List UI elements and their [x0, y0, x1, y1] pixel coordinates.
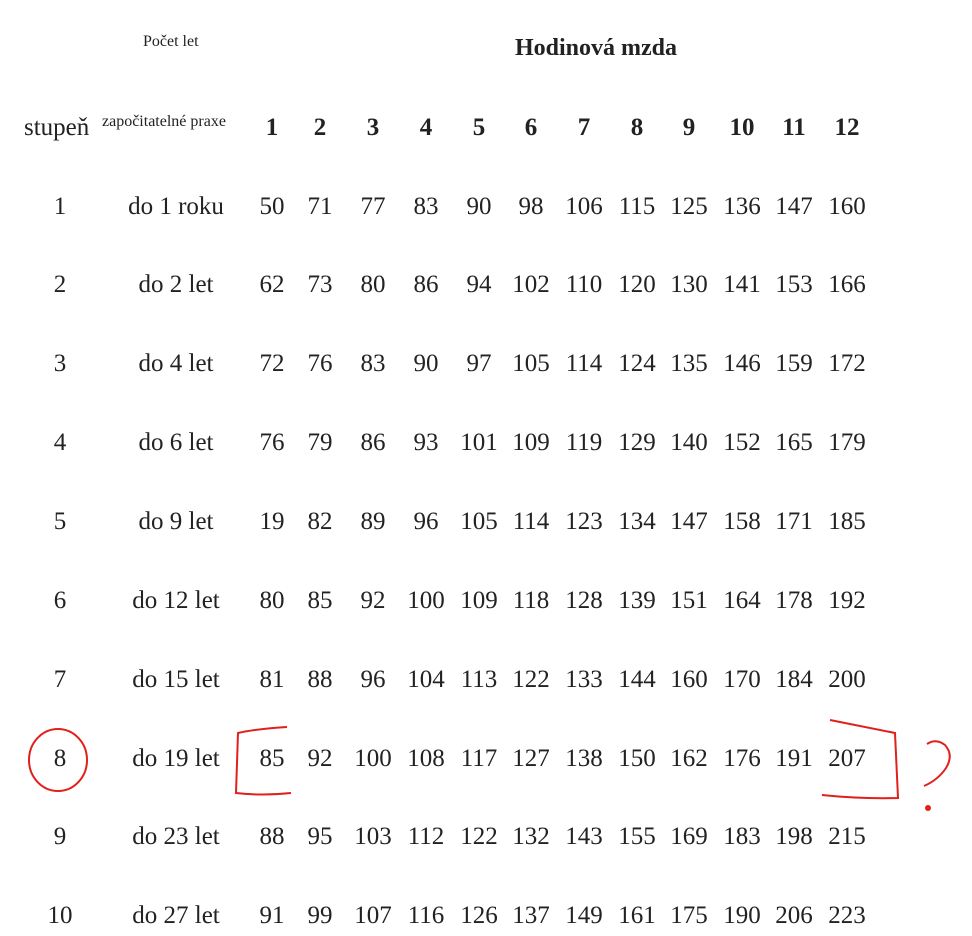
- wage-cell: 88: [259, 823, 285, 850]
- wage-cell: 105: [460, 508, 498, 535]
- wage-cell: 103: [354, 823, 392, 850]
- wage-cell: 92: [360, 587, 386, 614]
- column-header-4: 4: [419, 114, 433, 141]
- wage-cell: 158: [723, 508, 761, 535]
- wage-cell: 126: [460, 902, 498, 929]
- wage-cell: 160: [670, 666, 708, 693]
- experience-cell: do 6 let: [138, 429, 214, 456]
- wage-cell: 135: [670, 350, 708, 377]
- wage-cell: 146: [723, 350, 761, 377]
- wage-cell: 170: [723, 666, 761, 693]
- wage-cell: 164: [723, 587, 761, 614]
- wage-cell: 198: [775, 823, 813, 850]
- wage-cell: 118: [512, 587, 550, 614]
- wage-cell: 92: [307, 745, 333, 772]
- wage-cell: 91: [259, 902, 285, 929]
- experience-cell: do 1 roku: [128, 193, 224, 220]
- wage-cell: 96: [360, 666, 386, 693]
- experience-cell: do 9 let: [138, 508, 214, 535]
- wage-cell: 115: [618, 193, 656, 220]
- wage-cell: 105: [512, 350, 550, 377]
- wage-cell: 151: [670, 587, 708, 614]
- wage-cell: 90: [466, 193, 492, 220]
- wage-cell: 73: [307, 271, 333, 298]
- wage-cell: 200: [828, 666, 866, 693]
- wage-cell: 94: [466, 271, 492, 298]
- wage-cell: 98: [518, 193, 544, 220]
- experience-cell: do 27 let: [132, 902, 220, 929]
- years-count-heading: Počet let: [143, 33, 199, 50]
- wage-cell: 114: [512, 508, 550, 535]
- wage-cell: 93: [413, 429, 439, 456]
- wage-cell: 114: [565, 350, 603, 377]
- grade-cell: 3: [53, 350, 67, 377]
- wage-cell: 81: [259, 666, 285, 693]
- wage-cell: 206: [775, 902, 813, 929]
- wage-cell: 223: [828, 902, 866, 929]
- wage-cell: 72: [259, 350, 285, 377]
- wage-cell: 119: [565, 429, 603, 456]
- wage-cell: 176: [723, 745, 761, 772]
- wage-cell: 116: [407, 902, 445, 929]
- grade-cell: 1: [53, 193, 67, 220]
- wage-cell: 107: [354, 902, 392, 929]
- wage-cell: 153: [775, 271, 813, 298]
- wage-cell: 120: [618, 271, 656, 298]
- wage-cell: 134: [618, 508, 656, 535]
- experience-cell: do 12 let: [132, 587, 220, 614]
- wage-cell: 125: [670, 193, 708, 220]
- wage-cell: 62: [259, 271, 285, 298]
- wage-cell: 122: [512, 666, 550, 693]
- wage-cell: 128: [565, 587, 603, 614]
- wage-cell: 95: [307, 823, 333, 850]
- grade-cell: 8: [53, 745, 67, 772]
- wage-cell: 122: [460, 823, 498, 850]
- wage-cell: 71: [307, 193, 333, 220]
- wage-cell: 215: [828, 823, 866, 850]
- wage-cell: 138: [565, 745, 603, 772]
- wage-cell: 183: [723, 823, 761, 850]
- wage-cell: 109: [460, 587, 498, 614]
- grade-cell: 4: [53, 429, 67, 456]
- experience-cell: do 2 let: [138, 271, 214, 298]
- column-header-10: 10: [729, 114, 755, 141]
- wage-cell: 127: [512, 745, 550, 772]
- wage-cell: 97: [466, 350, 492, 377]
- wage-cell: 113: [460, 666, 498, 693]
- wage-cell: 178: [775, 587, 813, 614]
- wage-cell: 144: [618, 666, 656, 693]
- wage-cell: 123: [565, 508, 603, 535]
- wage-cell: 76: [307, 350, 333, 377]
- wage-cell: 110: [565, 271, 603, 298]
- wage-cell: 124: [618, 350, 656, 377]
- wage-cell: 190: [723, 902, 761, 929]
- wage-cell: 159: [775, 350, 813, 377]
- wage-cell: 101: [460, 429, 498, 456]
- wage-cell: 147: [670, 508, 708, 535]
- wage-cell: 169: [670, 823, 708, 850]
- experience-cell: do 15 let: [132, 666, 220, 693]
- wage-cell: 133: [565, 666, 603, 693]
- wage-cell: 166: [828, 271, 866, 298]
- wage-cell: 79: [307, 429, 333, 456]
- wage-cell: 50: [259, 193, 285, 220]
- wage-cell: 76: [259, 429, 285, 456]
- wage-cell: 83: [413, 193, 439, 220]
- wage-cell: 82: [307, 508, 333, 535]
- wage-cell: 102: [512, 271, 550, 298]
- wage-cell: 19: [259, 508, 285, 535]
- wage-cell: 86: [360, 429, 386, 456]
- wage-cell: 96: [413, 508, 439, 535]
- question-mark-curve: [924, 741, 950, 786]
- wage-cell: 172: [828, 350, 866, 377]
- wage-cell: 109: [512, 429, 550, 456]
- wage-cell: 88: [307, 666, 333, 693]
- column-header-5: 5: [472, 114, 486, 141]
- column-header-8: 8: [630, 114, 644, 141]
- wage-cell: 132: [512, 823, 550, 850]
- wage-cell: 171: [775, 508, 813, 535]
- grade-cell: 10: [47, 902, 73, 929]
- wage-cell: 104: [407, 666, 445, 693]
- experience-cell: do 19 let: [132, 745, 220, 772]
- wage-cell: 100: [354, 745, 392, 772]
- question-mark-dot: [925, 805, 931, 811]
- table-title: Hodinová mzda: [515, 35, 678, 61]
- wage-cell: 89: [360, 508, 386, 535]
- wage-cell: 137: [512, 902, 550, 929]
- wage-cell: 143: [565, 823, 603, 850]
- wage-cell: 161: [618, 902, 656, 929]
- wage-cell: 90: [413, 350, 439, 377]
- wage-cell: 185: [828, 508, 866, 535]
- wage-cell: 86: [413, 271, 439, 298]
- wage-cell: 130: [670, 271, 708, 298]
- wage-cell: 152: [723, 429, 761, 456]
- wage-cell: 100: [407, 587, 445, 614]
- wage-cell: 192: [828, 587, 866, 614]
- wage-cell: 108: [407, 745, 445, 772]
- wage-cell: 160: [828, 193, 866, 220]
- column-header-2: 2: [313, 114, 327, 141]
- wage-cell: 165: [775, 429, 813, 456]
- grade-cell: 7: [53, 666, 67, 693]
- wage-cell: 191: [775, 745, 813, 772]
- wage-cell: 179: [828, 429, 866, 456]
- wage-cell: 106: [565, 193, 603, 220]
- column-header-6: 6: [524, 114, 538, 141]
- grade-cell: 5: [53, 508, 67, 535]
- column-header-9: 9: [682, 114, 696, 141]
- wage-cell: 85: [259, 745, 285, 772]
- wage-cell: 80: [360, 271, 386, 298]
- wage-cell: 162: [670, 745, 708, 772]
- grade-cell: 9: [53, 823, 67, 850]
- column-header-7: 7: [577, 114, 591, 141]
- wage-cell: 99: [307, 902, 333, 929]
- grade-column-heading: stupeň: [24, 114, 90, 141]
- wage-cell: 117: [460, 745, 498, 772]
- wage-cell: 139: [618, 587, 656, 614]
- wage-cell: 207: [828, 745, 866, 772]
- grade-cell: 2: [53, 271, 67, 298]
- wage-cell: 80: [259, 587, 285, 614]
- wage-cell: 147: [775, 193, 813, 220]
- wage-cell: 83: [360, 350, 386, 377]
- wage-cell: 136: [723, 193, 761, 220]
- experience-cell: do 4 let: [138, 350, 214, 377]
- wage-cell: 112: [407, 823, 445, 850]
- column-header-11: 11: [782, 114, 806, 141]
- wage-cell: 150: [618, 745, 656, 772]
- experience-column-heading: započitatelné praxe: [102, 113, 226, 130]
- wage-cell: 175: [670, 902, 708, 929]
- experience-cell: do 23 let: [132, 823, 220, 850]
- column-header-1: 1: [265, 114, 279, 141]
- column-header-12: 12: [834, 114, 860, 141]
- wage-cell: 77: [360, 193, 386, 220]
- wage-cell: 129: [618, 429, 656, 456]
- grade-cell: 6: [53, 587, 67, 614]
- wage-cell: 155: [618, 823, 656, 850]
- wage-cell: 141: [723, 271, 761, 298]
- wage-cell: 149: [565, 902, 603, 929]
- wage-cell: 140: [670, 429, 708, 456]
- wage-cell: 184: [775, 666, 813, 693]
- wage-cell: 85: [307, 587, 333, 614]
- column-header-3: 3: [366, 114, 380, 141]
